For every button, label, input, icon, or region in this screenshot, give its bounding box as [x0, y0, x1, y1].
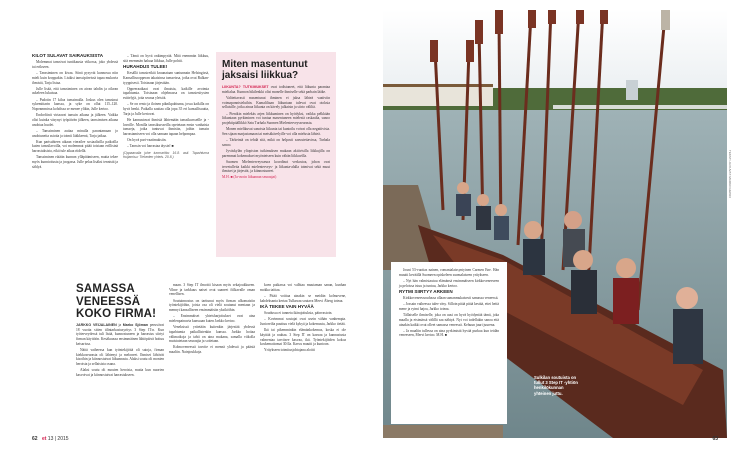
paragraph: perustivat 18 vuotta sitten tilintarkastusyritys 3 Step IT:n. Kun työterveydessä tuli lisää, kunnostuneen ja harrastus siirtyi firman käyttöön. Kesäkuussa ensimmäinen lähtöpäivä hoituu keisarissa.: [76, 323, 164, 346]
paragraph: Näitä vaiheessa kun työntekijöitä oli satoja, firman kiekkoseurasta oli lähtenyt ja meloneet. Ihmiset lähtivät kisoihin ja kiinnostuivat liikunnasta. Alaksi soutu oli monien heroista ja sellaisista osana.: [76, 348, 164, 367]
paragraph: – Pitää voittaa ainakin se meidän kolmovene, kahdeksanta kertaa Tulkavaa soutava Mervi Åberg toteaa.: [260, 293, 346, 303]
magazine-brand: et: [41, 436, 47, 442]
article-column-3: [260, 283, 346, 355]
shore-stones: [383, 425, 503, 438]
paragraph: Molemmat tanssivat tuntikausia viikossa, joko yhdessä tai erikseen.: [32, 60, 118, 69]
paragraph: Tällaiselle ihmiselle, joka on uusi on hyvä hyödyntää tämä, joka maalla ja etsimässä välillä saa nähtyä. Nyt voi todellakin sanoa että ainakin kaikki ovat olleet samassa veneessä. Kehuun juuri juurena.: [399, 313, 499, 327]
paragraph: – Pudotin 17 kiloa tanssimalla. Joskus olen tanssinut sykemittarin kanssa, ja syke on ollut 115–120. Nopeammissa kohdissa se menee ylikin, Julle kertoo.: [32, 97, 118, 112]
info-box-title: Miten masentunut jaksaisi liikkua?: [222, 59, 308, 81]
paragraph: – Tanssin voi harrastaa täysin! ■: [127, 144, 174, 149]
article-column-1: [76, 323, 164, 379]
paragraph: Soudussa ei tunneta ikärajoituksia, päinvastoin.: [264, 311, 333, 316]
info-box-lead: LIIKUNTA? TUTKIMUKSET: [222, 85, 269, 89]
bridge: [553, 105, 727, 109]
column-subhead: KILOT SULAVAT SAIRAUKSISTA: [32, 53, 104, 58]
paragraph: – Ja maaliin tullessa on aina pyrkimistä hyvää purkua kun teidän veneeseen, Mervi kertoo. M.H. ■: [399, 328, 499, 338]
paragraph: koen paikassa voi valhtaa muutaman sanan, kunhan mokka taittaa.: [260, 283, 346, 292]
page-footer: [712, 436, 718, 442]
article-column-2: [169, 283, 255, 356]
paragraph: Tanssiminen rütään kunnon ylläpitämiseen, mutta tekee myös kunnioitusta ja joogassa. Julle pelaa lisäksi tennistä ja sählyä.: [32, 155, 118, 169]
paragraph: – Tämä on hyvä onkimpyrää. Mitä enemmän liikkuu, sitä enemmän haluaa liikkua, Julle pohtii.: [123, 54, 209, 63]
paragraph: Monen mielikuvat sanoista liikunta tai kuntoilu voivat olla negatiivisia. Sen sijaan marjastamaan tai metsäkävelyille voi olla mielusta lähteä.: [222, 127, 330, 136]
issue-number: 13 | 2015: [47, 436, 69, 442]
byline-author-2: Marko Sjöman: [122, 323, 149, 327]
paragraph: ovat todistaneet, että liikunta parantaa mielialaa. Kunnon hikilenkki olisi monelle ihmiselle sekä parhain lääke.: [222, 85, 330, 94]
paragraph: Veneksissä yritetään kuitenkin järjestää yhdessä tapahtumia paikallistenkin kanssa. Jarkko hoitaa välimatkoja ja tahti on aina mukana, samalla viikolla muistutetaan seuraajia ja soitetaan.: [169, 325, 255, 344]
paragraph: Kun parisuhteen aikaan vierailee sosiaalisilla paikoilla kuten tanssilavoilla, voi molemmat pitää toisiaan erillisinä harrastuksista, eikä tule aikaa riidellä.: [32, 139, 118, 154]
tower: [626, 80, 638, 100]
paragraph: Yritykseen toimitusjohtajana aloitti: [264, 348, 315, 353]
left-column-1: [32, 54, 118, 171]
info-box: [216, 52, 336, 257]
paragraph: Jouni 53-vuotias nainen, romanialaissyntyinen Carmen Ene. Hän muutti keväällä Suomeen opiskeleen suomalaiseen yritykseen.: [399, 268, 499, 277]
paragraph: Suomen Mielenterveysseura koordinoi verkostoa, johon ovat tervetulleita kaikki mielenterveys- ja liikunta-alalla toimivat sekä muut ihmiset ja järjestöt, ja kiinnostuneet.: [222, 159, 330, 174]
paragraph: Julle lisää, että tanssiminen on aivan tahdin ja oikean askeleen lukuisaa.: [32, 86, 118, 96]
paragraph: Alaksi soutu oli mouten heroista, mutta kun nuorten kasvoivat ja kiinnostuivat harrastukseen.: [76, 368, 164, 378]
photo-credit: TEKSTI JA KUVAT: MARKO HEINO: [728, 150, 732, 198]
info-box-body: [222, 85, 330, 180]
column-subhead: IKÄ TEKEE VAIN HYVÄÄ: [260, 303, 314, 309]
paragraph: – Pienikin mielekäs arjen liikkuminen on hyödyksi, vaikka pelkkään liikuntaan pyrkiminen voi tuntua masentuneen mielestä raskaalta, sanoo projektipäällikkö Satu Turhala Suomen Mielenterveysseurasta.: [222, 111, 330, 125]
paragraph: Kirkkoveneessoudussa ollaan samanmukaisesti samassa veneessä.: [403, 296, 499, 301]
page-footer: [32, 436, 69, 442]
paragraph: On hyvä pari-vaatimuksiin.: [127, 138, 167, 143]
paragraph: Valitettavasti masentunut ihminen ei jaksa lähteä vaativiin voimaponnisteluihin. Kamaliltaan liikuntaan tulevat ovat otoksia sellaisille, jotka ainoa liikunta on kävely jalkaisin ja siirto väliltä.: [222, 95, 330, 110]
right-page: [369, 0, 738, 450]
paragraph: Soutuinnostus on tarttunut myös firman ulkomaisiin työntekijöihin, joista osa oli vielä soutanut mentaan ja mennyt kansalliseen ensimmäisiin yksiköihin.: [169, 298, 255, 313]
paragraph: – Kovimmat soutajat ovat usein vähän vanhempia. Junioreilta puuttuu vielä kykyä ja kokemusta, Jarkko tietää.: [260, 317, 346, 326]
page-number: 63: [712, 436, 718, 442]
paragraph: – Se on rento ja iloinen piknikpahtuma, jossa kaikilla on hyvä henki. Paikalla saattaa olla jopa 35 eri kansallisuutta, Tarja ja Julle kertovat.: [123, 102, 209, 116]
column-subhead: HURAHDUS TULEE!: [123, 63, 168, 69]
left-column-2: [123, 54, 209, 162]
paragraph: Endorfiinit virtaavat tanssin aikana ja jälkeen. Vaikka olisi kuinka väsynyt työpäivän jälkeen, tanssimisen aikana unohtaa huolet.: [32, 113, 118, 127]
paragraph: – Jossain vaiheessa tulee väsy. Silloin pitää pitää kestää, ettei heitä mene ja rytmi hajoa, Jarkko toteaa.: [399, 302, 499, 311]
byline-connector: ja: [118, 323, 122, 327]
paragraph: Kolmoveneessä tavoite ei mennä yhdessä ja päästä maaliin. Nainjoukkoja.: [169, 345, 255, 355]
article-continuation: [391, 262, 507, 424]
paragraph: He kannustavat ihmisiä lähtemään tanssikursseille ja -lavoille. Monilla tanssikursseilla opetetaan ensin vanhaisia tansseja, jotka tuntuvat ihmisiin, joihin tanssin harrastamiseen voi olla samaan tapaan helpompaa.: [123, 117, 209, 137]
article-headline: SAMASSA VENEESSÄ KOKO FIRMA!: [76, 283, 157, 320]
byline-author: JARKKO VEIJALAINEN: [76, 323, 117, 327]
paragraph: – Ensimmäiset yhteisharjoitukset ovat aina mielenpainuvia kanssaan kuten Jarkko kertoo.: [169, 314, 255, 323]
info-box-signature: M.H. ■ (Ja-avoin liikunnan seuraajat): [222, 175, 277, 180]
paragraph: Jyväskylän yliopiston tutkimuksen mukaan aktiivisilla liikkujilla on paremmat kokemukset myönteiseen kuin vähän liikkuvilla.: [222, 148, 330, 158]
column-subhead: RYTMI SIIRTYY ARKEEN: [399, 288, 453, 294]
paragraph: Oppeeraatkaat ovat ilmaisia, kaikille avoimia tapahtumia. Toisinaan ohjelmassa on tanssiesitysten esittelyjä, joita seuraa yleisöä.: [123, 86, 209, 101]
column-note: (Oppaavalla juhe tuomaritta: 16.8. asti. Tapahtuma fruijamisu: Tiekeden yhteis. 20.8.): [123, 150, 209, 160]
paragraph: maan. 3 Step IT ilmoitti kisaan myös sekajoukkueen. Vihne ja tarkkuus naiset ovat saaneet fiilkavalle oman venellisen.: [169, 283, 255, 297]
paragraph: – Tanssiminen auttaa minulla parantamaan jo unohtuneita asioita ja toimii lääkkeenä, Tarja jatkaa.: [32, 128, 118, 138]
paragraph: Ikä tai pikemminkin elämänkokemus, koska ei ole käyttää ja rauhaa. 3 Step IT on kaavaa ja kannustusta valmentaa tarvitsee kasvaa, ikä. Työntekijöiden kokoa koskemattomat 30:lla. Kasvu muutti ja kuntoon.: [260, 328, 346, 347]
paragraph: – Tärkeintä on tehdä sitä, mikä on helposti saavutettavissa, Turhala sanoo.: [222, 138, 330, 147]
paragraph: – Nyt hän valmistautuu elämänsä ensimmäiseen kirkkoveneeseen ja peloissa istuu ja tuntuu, Jarkko kertoo.: [399, 278, 499, 288]
page-number: 62: [32, 436, 38, 442]
paragraph: Kesällä tanssiretkiä kruunataan suntunnain Helsingissä, Kansallisoopperan takaisinsa tansseissa, jotka ovat Balkan-tyyppisesti. Toisinaan järjestään.: [123, 71, 209, 85]
photo-caption: Sulkilan soutuista on tullut 3 Step IT -yhtiön henkilökunnan yhteinen juttu.: [534, 375, 578, 396]
paragraph: – Tanssiminen on kivaa. Siinä pysyvät kunnossa niin mieli kuin kroppakin. Lisäksi tanssipiireissä tapaa mukavia ihmisiä, Tarja listaa.: [32, 71, 118, 85]
